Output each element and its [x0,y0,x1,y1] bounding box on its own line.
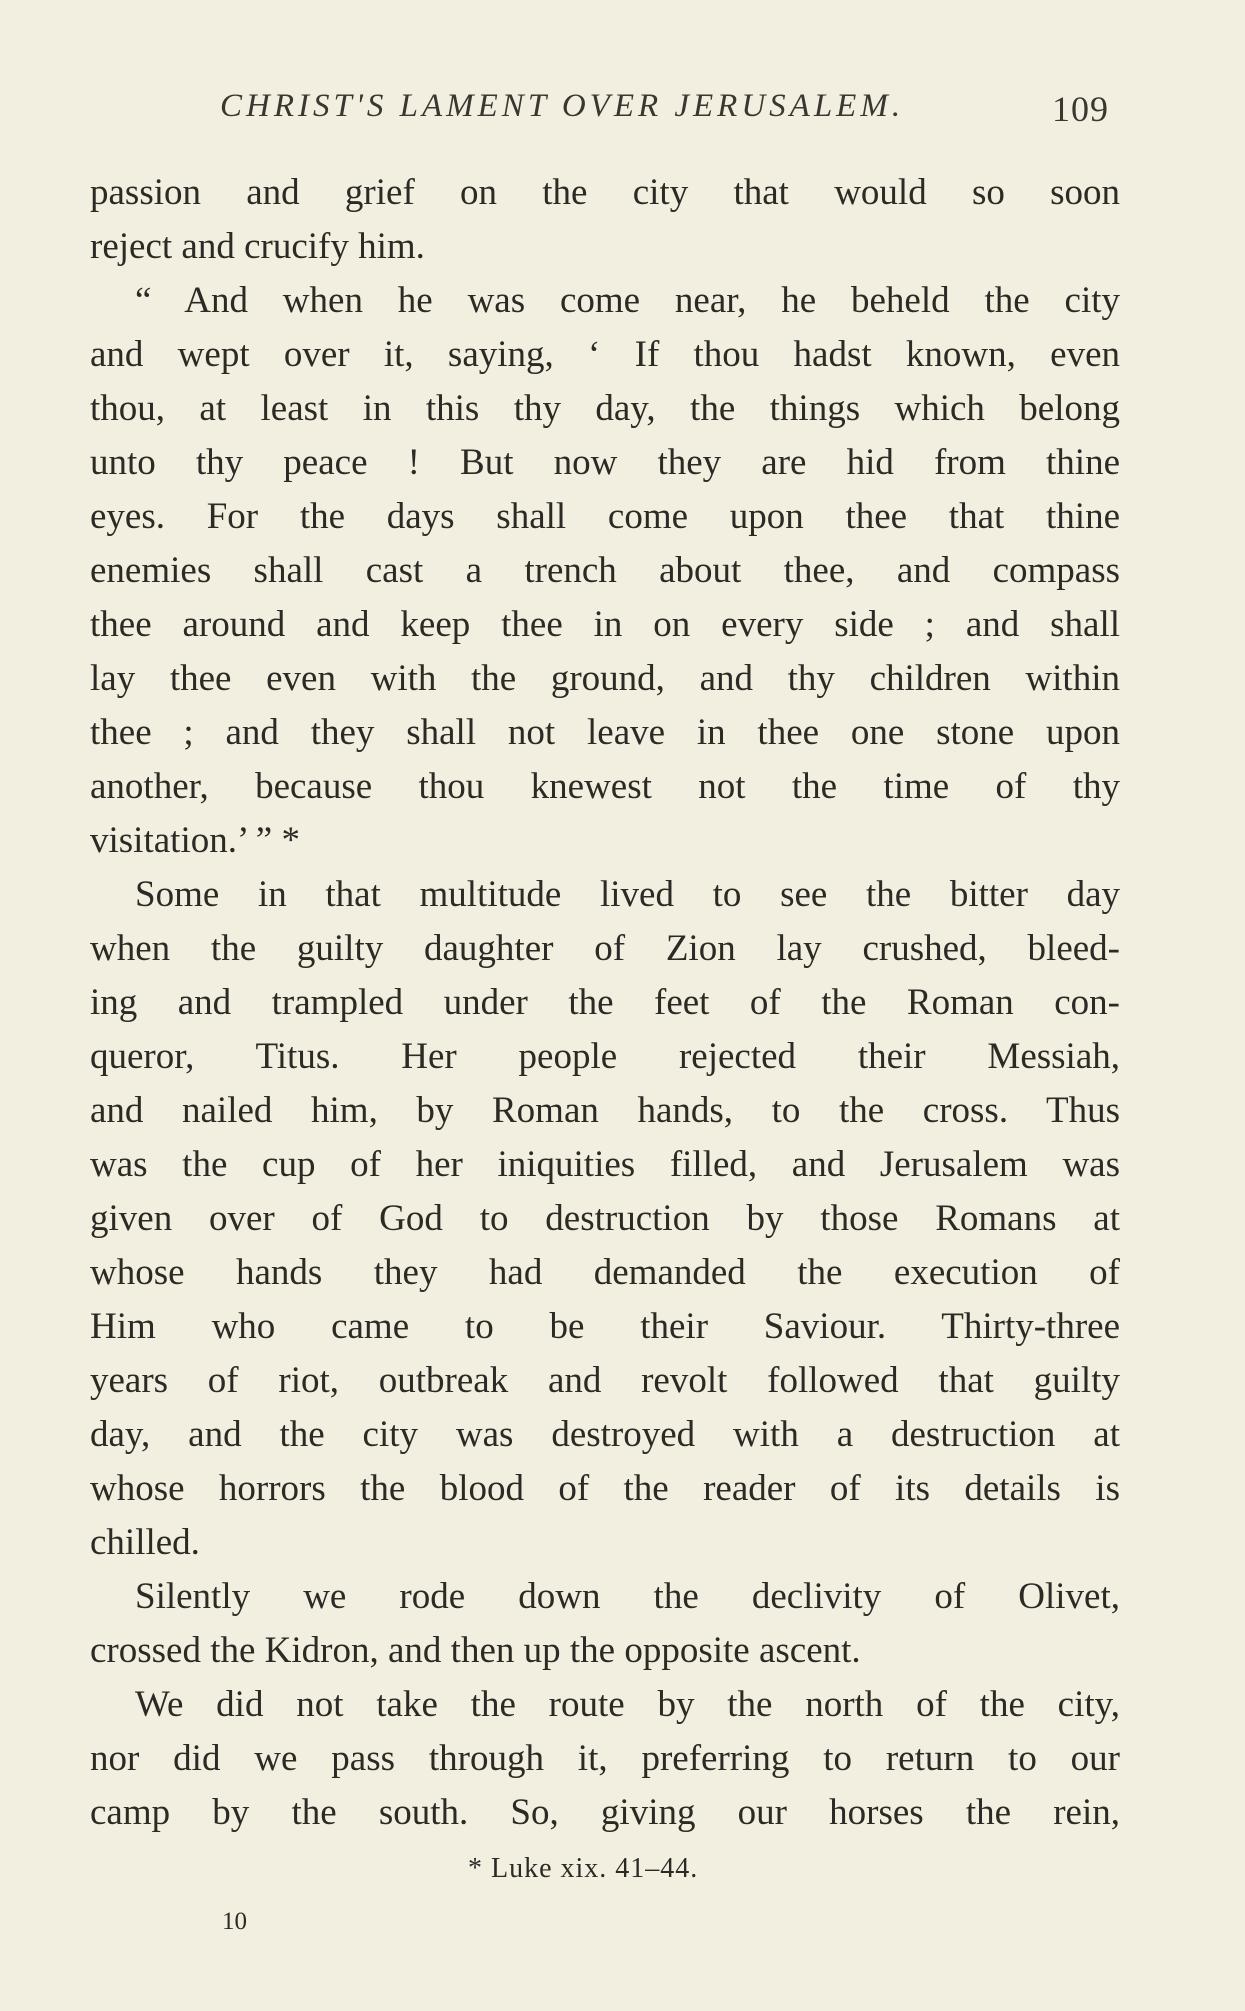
running-title: CHRIST'S LAMENT OVER JERUSALEM. [220,88,905,124]
text-line: years of riot, outbreak and revolt followed that guilty [90,1360,1120,1401]
text-line: passion and grief on the city that would so soon [90,172,1120,213]
text-line: reject and crucify him. [90,226,425,267]
text-line: Some in that multitude lived to see the bitter day [135,874,1120,915]
text-line: eyes. For the days shall come upon thee that thine [90,496,1120,537]
text-line: thee ; and they shall not leave in thee one stone upon [90,712,1120,753]
text-line: day, and the city was destroyed with a destruction at [90,1414,1120,1455]
text-line: lay thee even with the ground, and thy children within [90,658,1120,699]
text-line: We did not take the route by the north of the city, [135,1684,1120,1725]
text-line: thee around and keep thee in on every side ; and shall [90,604,1120,645]
text-line: unto thy peace ! But now they are hid from thine [90,442,1120,483]
text-line: ing and trampled under the feet of the Roman con- [90,982,1120,1023]
text-line: whose hands they had demanded the execution of [90,1252,1120,1293]
page-number: 109 [1052,89,1109,129]
text-line: “ And when he was come near, he beheld the city [135,280,1120,321]
text-line: and wept over it, saying, ‘ If thou hadst known, even [90,334,1120,375]
text-line: given over of God to destruction by those Romans at [90,1198,1120,1239]
text-line: whose horrors the blood of the reader of its details is [90,1468,1120,1509]
text-line: when the guilty daughter of Zion lay crushed, bleed- [90,928,1120,969]
text-line: Him who came to be their Saviour. Thirty-three [90,1306,1120,1347]
footnote: * Luke xix. 41–44. [468,1853,699,1884]
text-line: thou, at least in this thy day, the things which belong [90,388,1120,429]
text-line: visitation.’ ” * [90,820,300,861]
text-line: chilled. [90,1522,200,1563]
signature-mark: 10 [222,1908,247,1935]
text-line: crossed the Kidron, and then up the opposite ascent. [90,1630,861,1671]
text-line: another, because thou knewest not the time of thy [90,766,1120,807]
text-line: and nailed him, by Roman hands, to the cross. Thus [90,1090,1120,1131]
text-line: enemies shall cast a trench about thee, and compass [90,550,1120,591]
text-line: camp by the south. So, giving our horses the rein, [90,1792,1120,1833]
text-line: nor did we pass through it, preferring to return to our [90,1738,1120,1779]
text-line: was the cup of her iniquities filled, and Jerusalem was [90,1144,1120,1185]
body-text [90,166,1120,1840]
text-line: queror, Titus. Her people rejected their Messiah, [90,1036,1120,1077]
text-line: Silently we rode down the declivity of Olivet, [135,1576,1120,1617]
running-head [220,88,1120,138]
